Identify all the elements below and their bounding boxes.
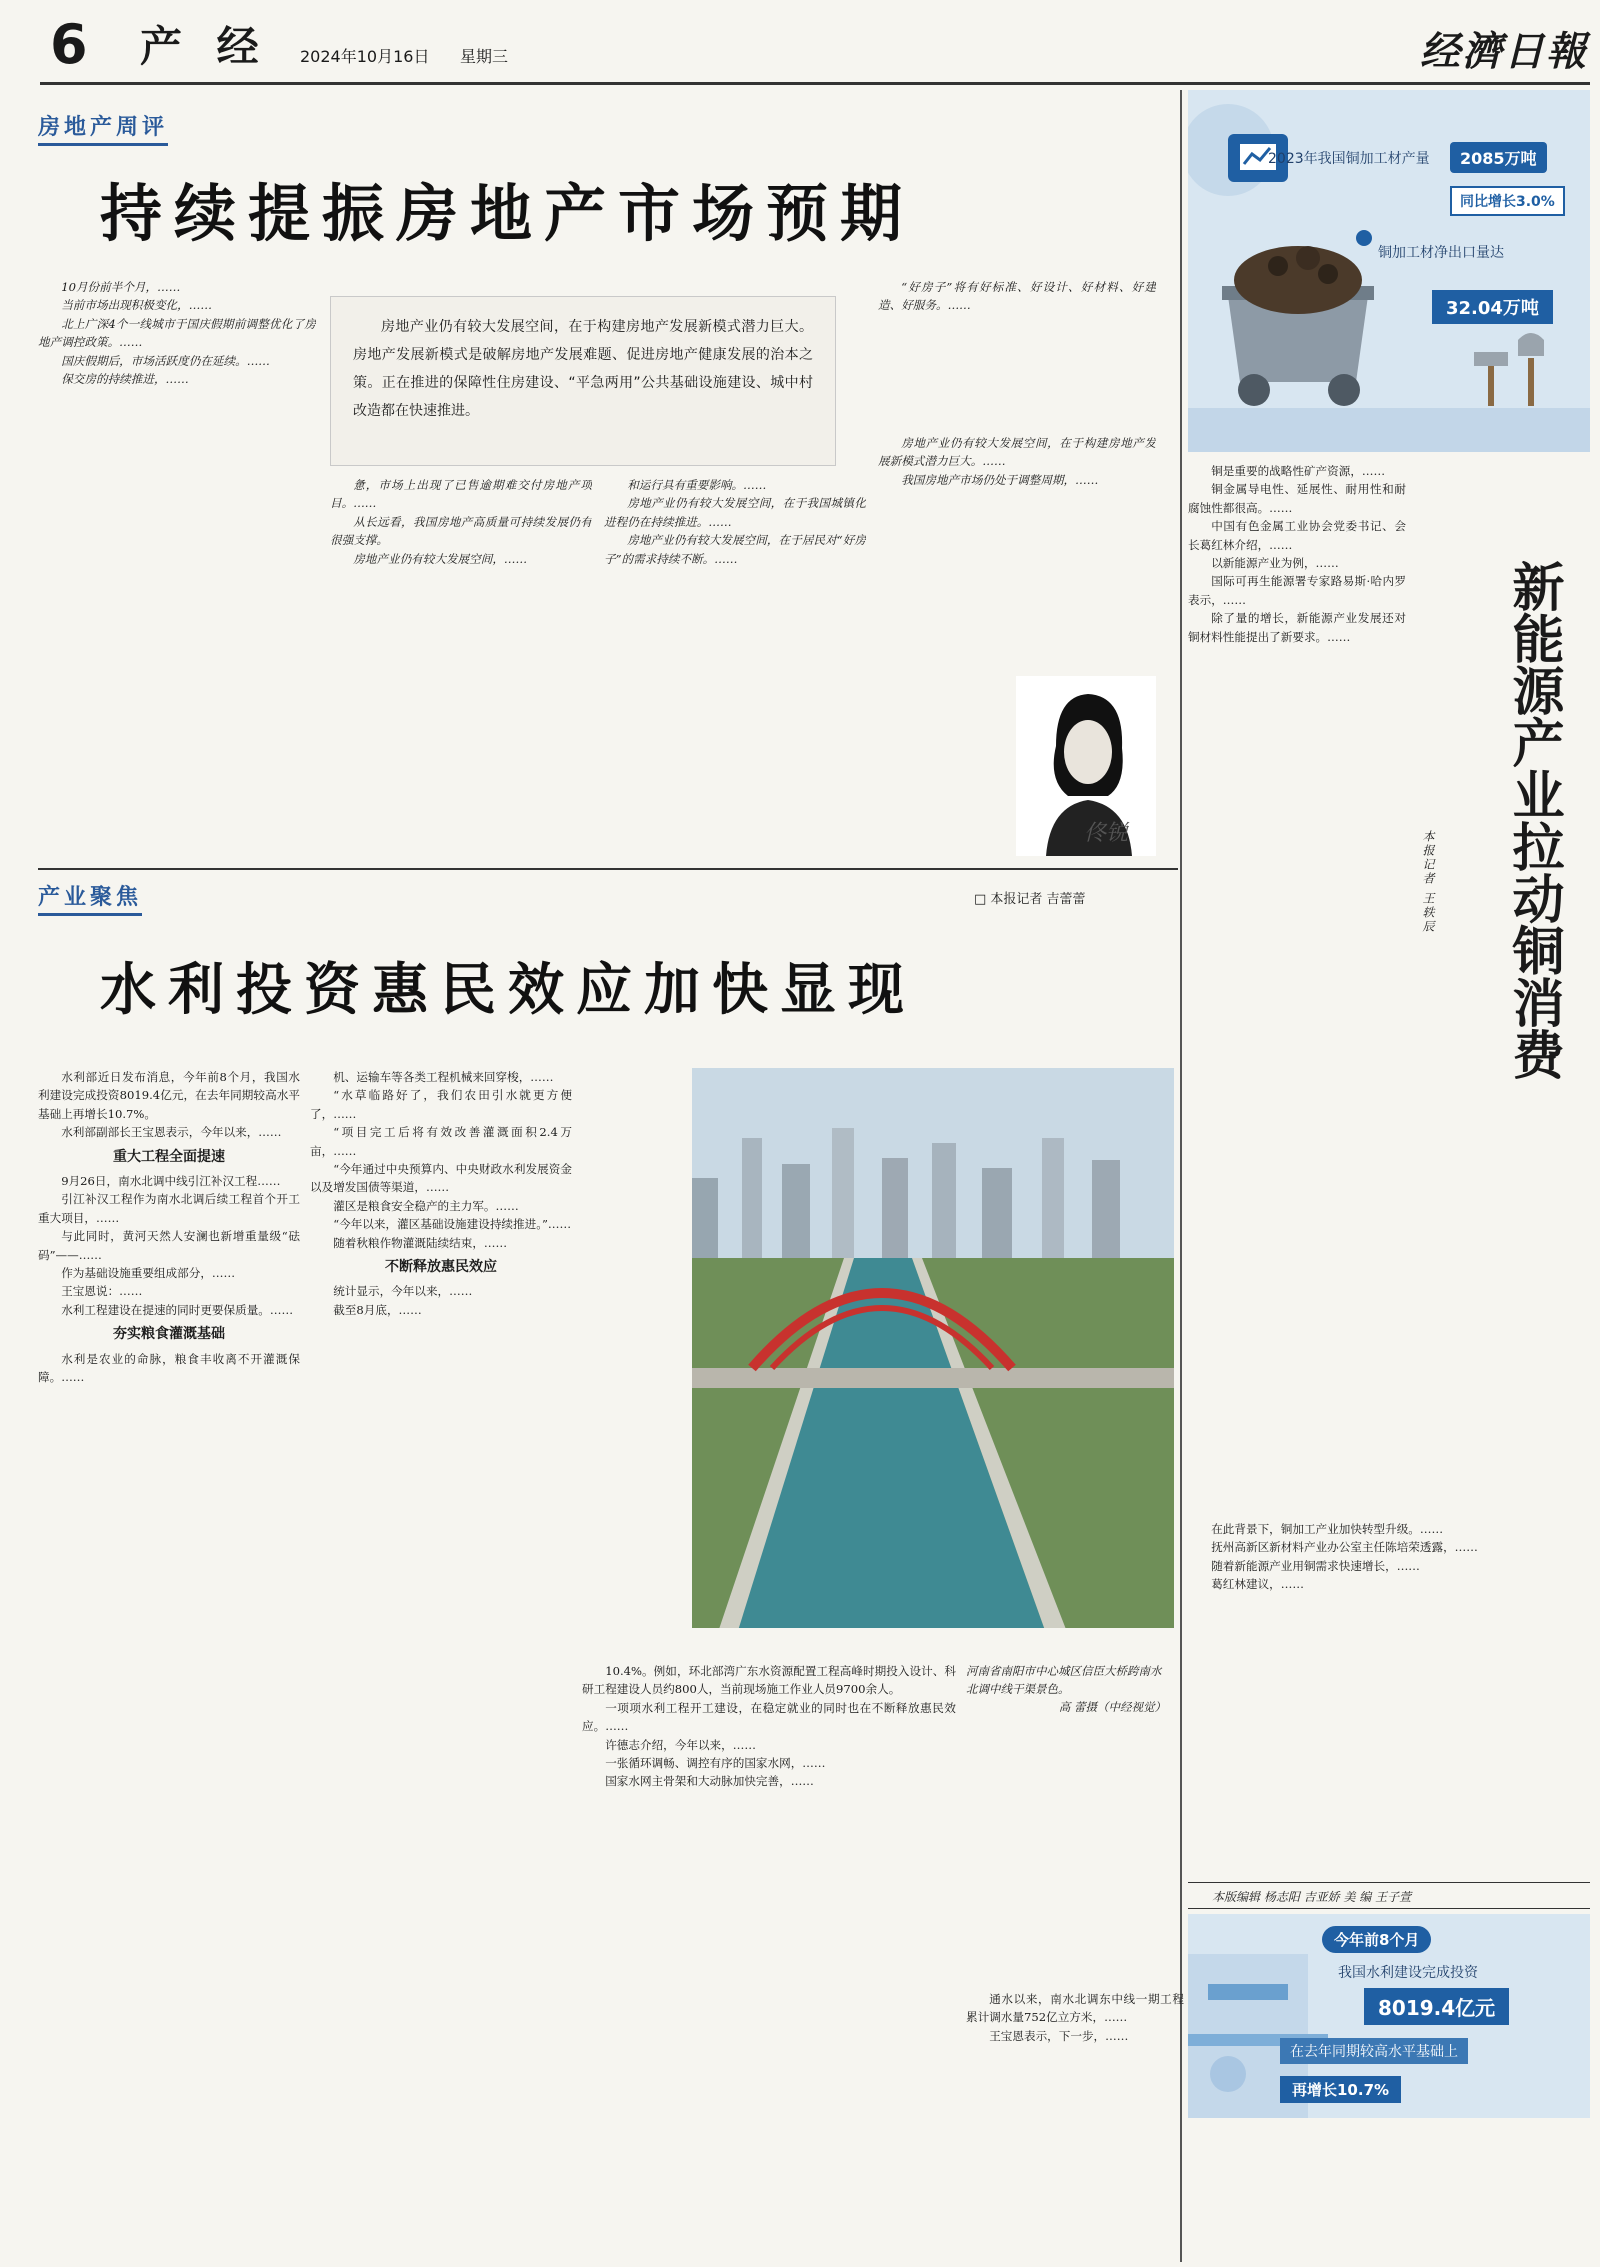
pullquote-text: 房地产业仍有较大发展空间，在于构建房地产发展新模式潜力巨大。房地产发展新模式是破解房地产发展难题、促进房地产健康发展的治本之策。正在推进的保障性住房建设、“平急两用”公共基础设施建设、城中村改造都在快速推进。 bbox=[353, 319, 813, 419]
page-number: 6 bbox=[50, 13, 88, 76]
section-tag-industry: 产业聚焦 bbox=[38, 880, 142, 916]
photo-bridge-canal bbox=[582, 1068, 1174, 1650]
issue-weekday: 星期三 bbox=[460, 47, 509, 66]
section-name: 产 经 bbox=[140, 22, 269, 71]
credits-rule bbox=[1188, 1882, 1590, 1883]
water-investment-value: 8019.4亿元 bbox=[1364, 1988, 1509, 2025]
copper-growth-badge: 同比增长3.0% bbox=[1450, 186, 1565, 216]
copper-export-value: 32.04万吨 bbox=[1432, 290, 1553, 324]
right-column-divider bbox=[1180, 90, 1182, 2262]
byline-water: □ 本报记者 吉蕾蕾 bbox=[974, 892, 1086, 907]
bridge-canal-illustration bbox=[582, 1068, 1174, 1650]
water-investment-label: 我国水利建设完成投资 bbox=[1338, 1965, 1478, 1981]
headline-real-estate: 持续提振房地产市场预期 bbox=[100, 177, 915, 250]
byline-square-icon: □ bbox=[974, 892, 991, 907]
water-col-3: 10.4%。例如，环北部湾广东水资源配置工程高峰时期投入设计、科研工程建设人员约800人，当前现场施工作业人员9700余人。 一项项水利工程开工建设，在稳定就业的同时也在不断释放惠民效应。…… 许德志介绍，今年以来，…… 一张循环调畅、调控有序的国家水网，…… 国家水网主骨架和大动脉加快完善，…… bbox=[582, 1664, 956, 1789]
copper-infographic bbox=[1188, 90, 1590, 452]
copper-output-value: 2085万吨 bbox=[1450, 142, 1547, 173]
real-estate-col-4: 房地产业仍有较大发展空间，在于构建房地产发展新模式潜力巨大。…… 我国房地产市场仍处于调整周期，…… bbox=[878, 436, 1156, 487]
masthead bbox=[0, 0, 1600, 80]
real-estate-col-4-top: “好房子”将有好标准、好设计、好材料、好建造、好服务。…… bbox=[878, 280, 1156, 313]
real-estate-col-3: 和运行具有重要影响。…… 房地产业仍有较大发展空间，在于我国城镇化进程仍在持续推进。…… 房地产业仍有较大发展空间，在于居民对“好房子”的需求持续不断。…… bbox=[604, 478, 866, 566]
copper-article-body-wide: 在此背景下，铜加工产业加快转型升级。…… 抚州高新区新材料产业办公室主任陈培荣透露，…… 随着新能源产业用铜需求快速增长，…… 葛红林建议，…… bbox=[1211, 1522, 1478, 1592]
pullquote-box bbox=[330, 296, 836, 466]
credits-rule-2 bbox=[1188, 1908, 1590, 1909]
top-article-divider bbox=[38, 868, 1178, 870]
page-credits: 本版编辑 杨志阳 吉亚娇 美 编 王子萱 bbox=[1212, 1890, 1412, 1904]
author-signature: 佟锐 bbox=[1084, 821, 1129, 846]
water-col-4: 通水以来，南水北调东中线一期工程累计调水量752亿立方米，…… 王宝恩表示，下一步，…… bbox=[966, 1992, 1184, 2043]
subhead-benefits: 不断释放惠民效应 bbox=[385, 1259, 497, 1276]
water-infographic bbox=[1188, 1914, 1590, 2118]
paper-logo: 经濟日報 bbox=[1420, 28, 1588, 75]
water-period-label: 今年前8个月 bbox=[1322, 1926, 1431, 1953]
copper-article-body: 铜是重要的战略性矿产资源，…… 铜金属导电性、延展性、耐用性和耐腐蚀性都很高。…… 中国有色金属工业协会党委书记、会长葛红林介绍，…… 以新能源产业为例，…… 国际可再生能源署专家路易斯·哈内罗表示，…… 除了量的增长，新能源产业发展还对铜材料性能提出了新要求。…… bbox=[1188, 464, 1406, 644]
masthead-rule bbox=[40, 82, 1590, 85]
issue-date: 2024年10月16日 bbox=[300, 47, 430, 66]
subhead-irrigation: 夯实粮食灌溉基础 bbox=[113, 1326, 225, 1343]
real-estate-col-1: 10月份前半个月，…… 当前市场出现积极变化，…… 北上广深4个一线城市于国庆假期前调整优化了房地产调控政策。…… 国庆假期后，市场活跃度仍在延续。…… 保交房的持续推进，…… bbox=[38, 280, 316, 387]
photo-caption: 河南省南阳市中心城区信臣大桥跨南水北调中线干渠景色。 高 蕾摄（中经视觉） bbox=[966, 1664, 1166, 1714]
water-baseline-label: 在去年同期较高水平基础上 bbox=[1280, 2038, 1468, 2064]
photo-credit: 高 蕾摄（中经视觉） bbox=[1058, 1700, 1166, 1714]
real-estate-col-2: 惫，市场上出现了已售逾期难交付房地产项目。…… 从长远看，我国房地产高质量可持续发展仍有很强支撑。 房地产业仍有较大发展空间，…… bbox=[330, 478, 592, 566]
copper-output-label: 2023年我国铜加工材产量 bbox=[1268, 151, 1430, 167]
copper-export-label: 铜加工材净出口量达 bbox=[1378, 245, 1504, 261]
section-tag-real-estate: 房地产周评 bbox=[38, 110, 168, 146]
water-col-2: 机、运输车等各类工程机械来回穿梭，…… “水草临路好了，我们农田引水就更方便了，…… “项目完工后将有效改善灌溉面积2.4万亩，…… “今年通过中央预算内、中央财政水利发展资金以及增发国债等渠道，…… 灌区是粮食安全稳产的主力军。…… “今年以来，灌区基础设施建设持续推进。”…… 随着秋粮作物灌溉陆续结束，…… 不断释放惠民效应 统计显示，今年以来，…… 截至8月底，…… bbox=[310, 1070, 572, 1317]
subhead-major-projects: 重大工程全面提速 bbox=[113, 1148, 225, 1165]
byline-copper: 本报记者 王轶辰 bbox=[1421, 830, 1435, 934]
headline-copper: 新能源产业拉动铜消费 bbox=[1503, 560, 1563, 1080]
water-col-1: 水利部近日发布消息，今年前8个月，我国水利建设完成投资8019.4亿元，在去年同期较高水平基础上再增长10.7%。 水利部副部长王宝恩表示，今年以来，…… 重大工程全面提速 9月26日，南水北调中线引江补汉工程…… 引江补汉工程作为南水北调后续工程首个开工重大项目，…… 与此同时，黄河天然人安澜也新增重量级“砝码”——…… 作为基础设施重要组成部分，…… 王宝恩说：…… 水利工程建设在提速的同时更要保质量。…… 夯实粮食灌溉基础 水利是农业的命脉，粮食丰收离不开灌溉保障。…… bbox=[38, 1070, 300, 1385]
author-portrait bbox=[1016, 676, 1156, 856]
headline-water: 水利投资惠民效应加快显现 bbox=[100, 958, 916, 1023]
water-growth-value: 再增长10.7% bbox=[1280, 2076, 1401, 2103]
